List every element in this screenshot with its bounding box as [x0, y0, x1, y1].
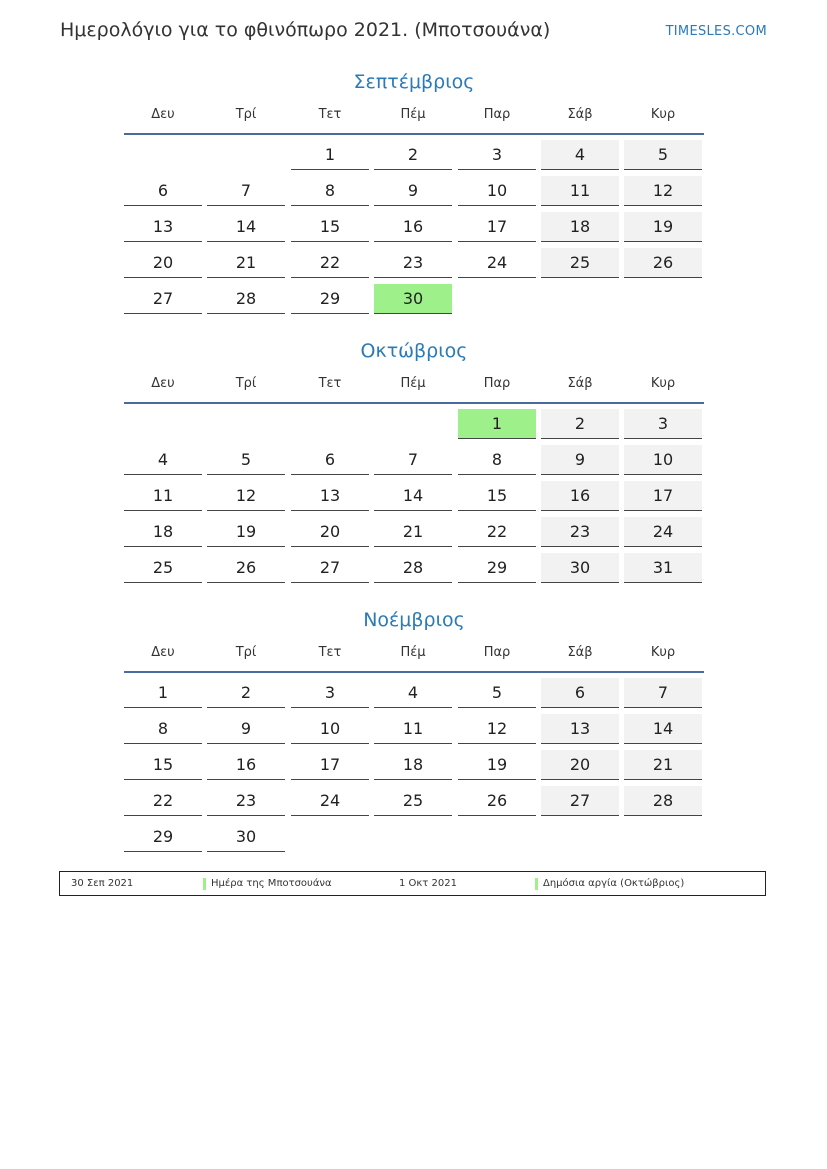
legend-holiday-name	[535, 872, 684, 896]
day-cell[interactable]: 16	[207, 750, 285, 780]
day-cell[interactable]: 22	[124, 786, 202, 816]
weekday-label: Κυρ	[650, 107, 676, 122]
day-cell[interactable]: 2	[207, 678, 285, 708]
day-cell[interactable]: 25	[541, 248, 619, 278]
day-cell[interactable]: 27	[291, 553, 369, 583]
day-cell[interactable]: 18	[374, 750, 452, 780]
weekday-label: Πέμ	[400, 376, 426, 391]
month-calendar	[124, 69, 704, 315]
day-cell[interactable]: 6	[291, 445, 369, 475]
day-cell[interactable]: 29	[291, 284, 369, 314]
day-cell[interactable]: 12	[207, 481, 285, 511]
day-cell[interactable]: 11	[541, 176, 619, 206]
day-cell[interactable]: 25	[124, 553, 202, 583]
day-cell[interactable]: 2	[541, 409, 619, 439]
day-cell[interactable]: 10	[624, 445, 702, 475]
day-cell[interactable]: 26	[624, 248, 702, 278]
day-cell[interactable]: 22	[291, 248, 369, 278]
day-cell[interactable]: 28	[374, 553, 452, 583]
weekday-label: Τετ	[318, 645, 342, 660]
weekday-label: Παρ	[483, 107, 511, 122]
legend-holiday-label: Ημέρα της Μποτσουάνα	[211, 878, 332, 889]
day-cell[interactable]: 5	[624, 140, 702, 170]
weekday-label: Δευ	[151, 645, 175, 660]
day-cell[interactable]: 24	[624, 517, 702, 547]
weekday-label: Δευ	[151, 376, 175, 391]
holiday-marker-icon	[535, 878, 538, 890]
page-title: Ημερολόγιο για το φθινόπωρο 2021. (Μποτσουάνα)	[60, 19, 551, 41]
day-cell[interactable]: 16	[541, 481, 619, 511]
day-cell[interactable]: 30	[374, 284, 452, 314]
day-cell[interactable]: 5	[458, 678, 536, 708]
day-cell[interactable]: 9	[541, 445, 619, 475]
day-cell[interactable]: 15	[124, 750, 202, 780]
day-cell[interactable]: 1	[291, 140, 369, 170]
month-title: Σεπτέμβριος	[353, 71, 475, 93]
day-cell[interactable]: 10	[458, 176, 536, 206]
day-cell[interactable]: 8	[124, 714, 202, 744]
day-cell[interactable]: 26	[207, 553, 285, 583]
day-cell[interactable]: 16	[374, 212, 452, 242]
day-cell[interactable]: 13	[291, 481, 369, 511]
day-cell[interactable]: 3	[291, 678, 369, 708]
weekday-label: Σάβ	[567, 376, 593, 391]
day-cell[interactable]: 15	[458, 481, 536, 511]
day-cell[interactable]: 8	[458, 445, 536, 475]
day-cell[interactable]: 27	[541, 786, 619, 816]
holiday-legend	[59, 871, 766, 896]
day-cell[interactable]: 21	[624, 750, 702, 780]
legend-holiday-label: Δημόσια αργία (Οκτώβριος)	[543, 878, 685, 889]
weekday-label: Σάβ	[567, 645, 593, 660]
day-cell[interactable]: 24	[458, 248, 536, 278]
month-title: Οκτώβριος	[360, 340, 468, 362]
weekday-label: Κυρ	[650, 645, 676, 660]
day-cell[interactable]: 26	[458, 786, 536, 816]
day-cell[interactable]: 3	[624, 409, 702, 439]
day-cell[interactable]: 23	[541, 517, 619, 547]
site-link[interactable]: TIMESLES.COM	[665, 24, 767, 39]
day-cell[interactable]: 19	[458, 750, 536, 780]
day-cell[interactable]: 18	[124, 517, 202, 547]
legend-date: 30 Σεπ 2021	[71, 878, 134, 889]
day-cell[interactable]: 30	[207, 822, 285, 852]
day-cell[interactable]: 12	[624, 176, 702, 206]
day-cell[interactable]: 12	[458, 714, 536, 744]
day-cell[interactable]: 7	[207, 176, 285, 206]
day-cell[interactable]: 8	[291, 176, 369, 206]
weekday-label: Τρί	[235, 107, 257, 122]
day-cell[interactable]: 17	[458, 212, 536, 242]
weekday-label: Τρί	[235, 376, 257, 391]
day-cell[interactable]: 6	[124, 176, 202, 206]
day-cell[interactable]: 15	[291, 212, 369, 242]
day-cell[interactable]: 14	[624, 714, 702, 744]
day-cell[interactable]: 29	[458, 553, 536, 583]
holiday-marker-icon	[203, 878, 206, 890]
day-cell[interactable]: 11	[124, 481, 202, 511]
legend-date: 1 Οκτ 2021	[399, 878, 457, 889]
weekday-label: Κυρ	[650, 376, 676, 391]
weekday-header	[124, 101, 704, 135]
day-cell[interactable]: 4	[541, 140, 619, 170]
day-cell[interactable]: 14	[374, 481, 452, 511]
day-cell[interactable]: 13	[124, 212, 202, 242]
day-cell[interactable]: 19	[624, 212, 702, 242]
day-grid	[124, 404, 704, 584]
weekday-label: Πέμ	[400, 645, 426, 660]
day-cell[interactable]: 25	[374, 786, 452, 816]
day-cell[interactable]: 2	[374, 140, 452, 170]
day-cell[interactable]: 13	[541, 714, 619, 744]
day-cell[interactable]: 31	[624, 553, 702, 583]
day-cell[interactable]: 21	[374, 517, 452, 547]
day-cell[interactable]: 11	[374, 714, 452, 744]
day-cell[interactable]: 3	[458, 140, 536, 170]
day-cell[interactable]: 9	[207, 714, 285, 744]
weekday-header	[124, 370, 704, 404]
day-cell[interactable]: 19	[207, 517, 285, 547]
month-calendar	[124, 338, 704, 584]
weekday-label: Πέμ	[400, 107, 426, 122]
weekday-header	[124, 639, 704, 673]
day-cell[interactable]: 24	[291, 786, 369, 816]
month-calendar	[124, 607, 704, 853]
day-cell[interactable]: 20	[291, 517, 369, 547]
day-cell[interactable]: 5	[207, 445, 285, 475]
day-cell[interactable]: 17	[291, 750, 369, 780]
day-cell[interactable]: 9	[374, 176, 452, 206]
day-cell[interactable]: 30	[541, 553, 619, 583]
day-cell[interactable]: 10	[291, 714, 369, 744]
day-grid	[124, 673, 704, 853]
month-title: Νοέμβριος	[363, 609, 465, 631]
day-cell[interactable]: 22	[458, 517, 536, 547]
day-cell[interactable]: 14	[207, 212, 285, 242]
day-cell[interactable]: 1	[458, 409, 536, 439]
day-cell[interactable]: 28	[624, 786, 702, 816]
legend-holiday-name	[203, 872, 332, 896]
day-cell[interactable]: 7	[374, 445, 452, 475]
weekday-label: Τρί	[235, 645, 257, 660]
day-cell[interactable]: 20	[541, 750, 619, 780]
day-cell[interactable]: 28	[207, 284, 285, 314]
day-cell[interactable]: 21	[207, 248, 285, 278]
day-grid	[124, 135, 704, 315]
weekday-label: Παρ	[483, 645, 511, 660]
day-cell[interactable]: 27	[124, 284, 202, 314]
day-cell[interactable]: 6	[541, 678, 619, 708]
day-cell[interactable]: 4	[374, 678, 452, 708]
day-cell[interactable]: 23	[374, 248, 452, 278]
weekday-label: Σάβ	[567, 107, 593, 122]
day-cell[interactable]: 20	[124, 248, 202, 278]
weekday-label: Δευ	[151, 107, 175, 122]
day-cell[interactable]: 1	[124, 678, 202, 708]
day-cell[interactable]: 18	[541, 212, 619, 242]
day-cell[interactable]: 7	[624, 678, 702, 708]
weekday-label: Τετ	[318, 376, 342, 391]
day-cell[interactable]: 29	[124, 822, 202, 852]
day-cell[interactable]: 17	[624, 481, 702, 511]
day-cell[interactable]: 4	[124, 445, 202, 475]
day-cell[interactable]: 23	[207, 786, 285, 816]
weekday-label: Παρ	[483, 376, 511, 391]
weekday-label: Τετ	[318, 107, 342, 122]
